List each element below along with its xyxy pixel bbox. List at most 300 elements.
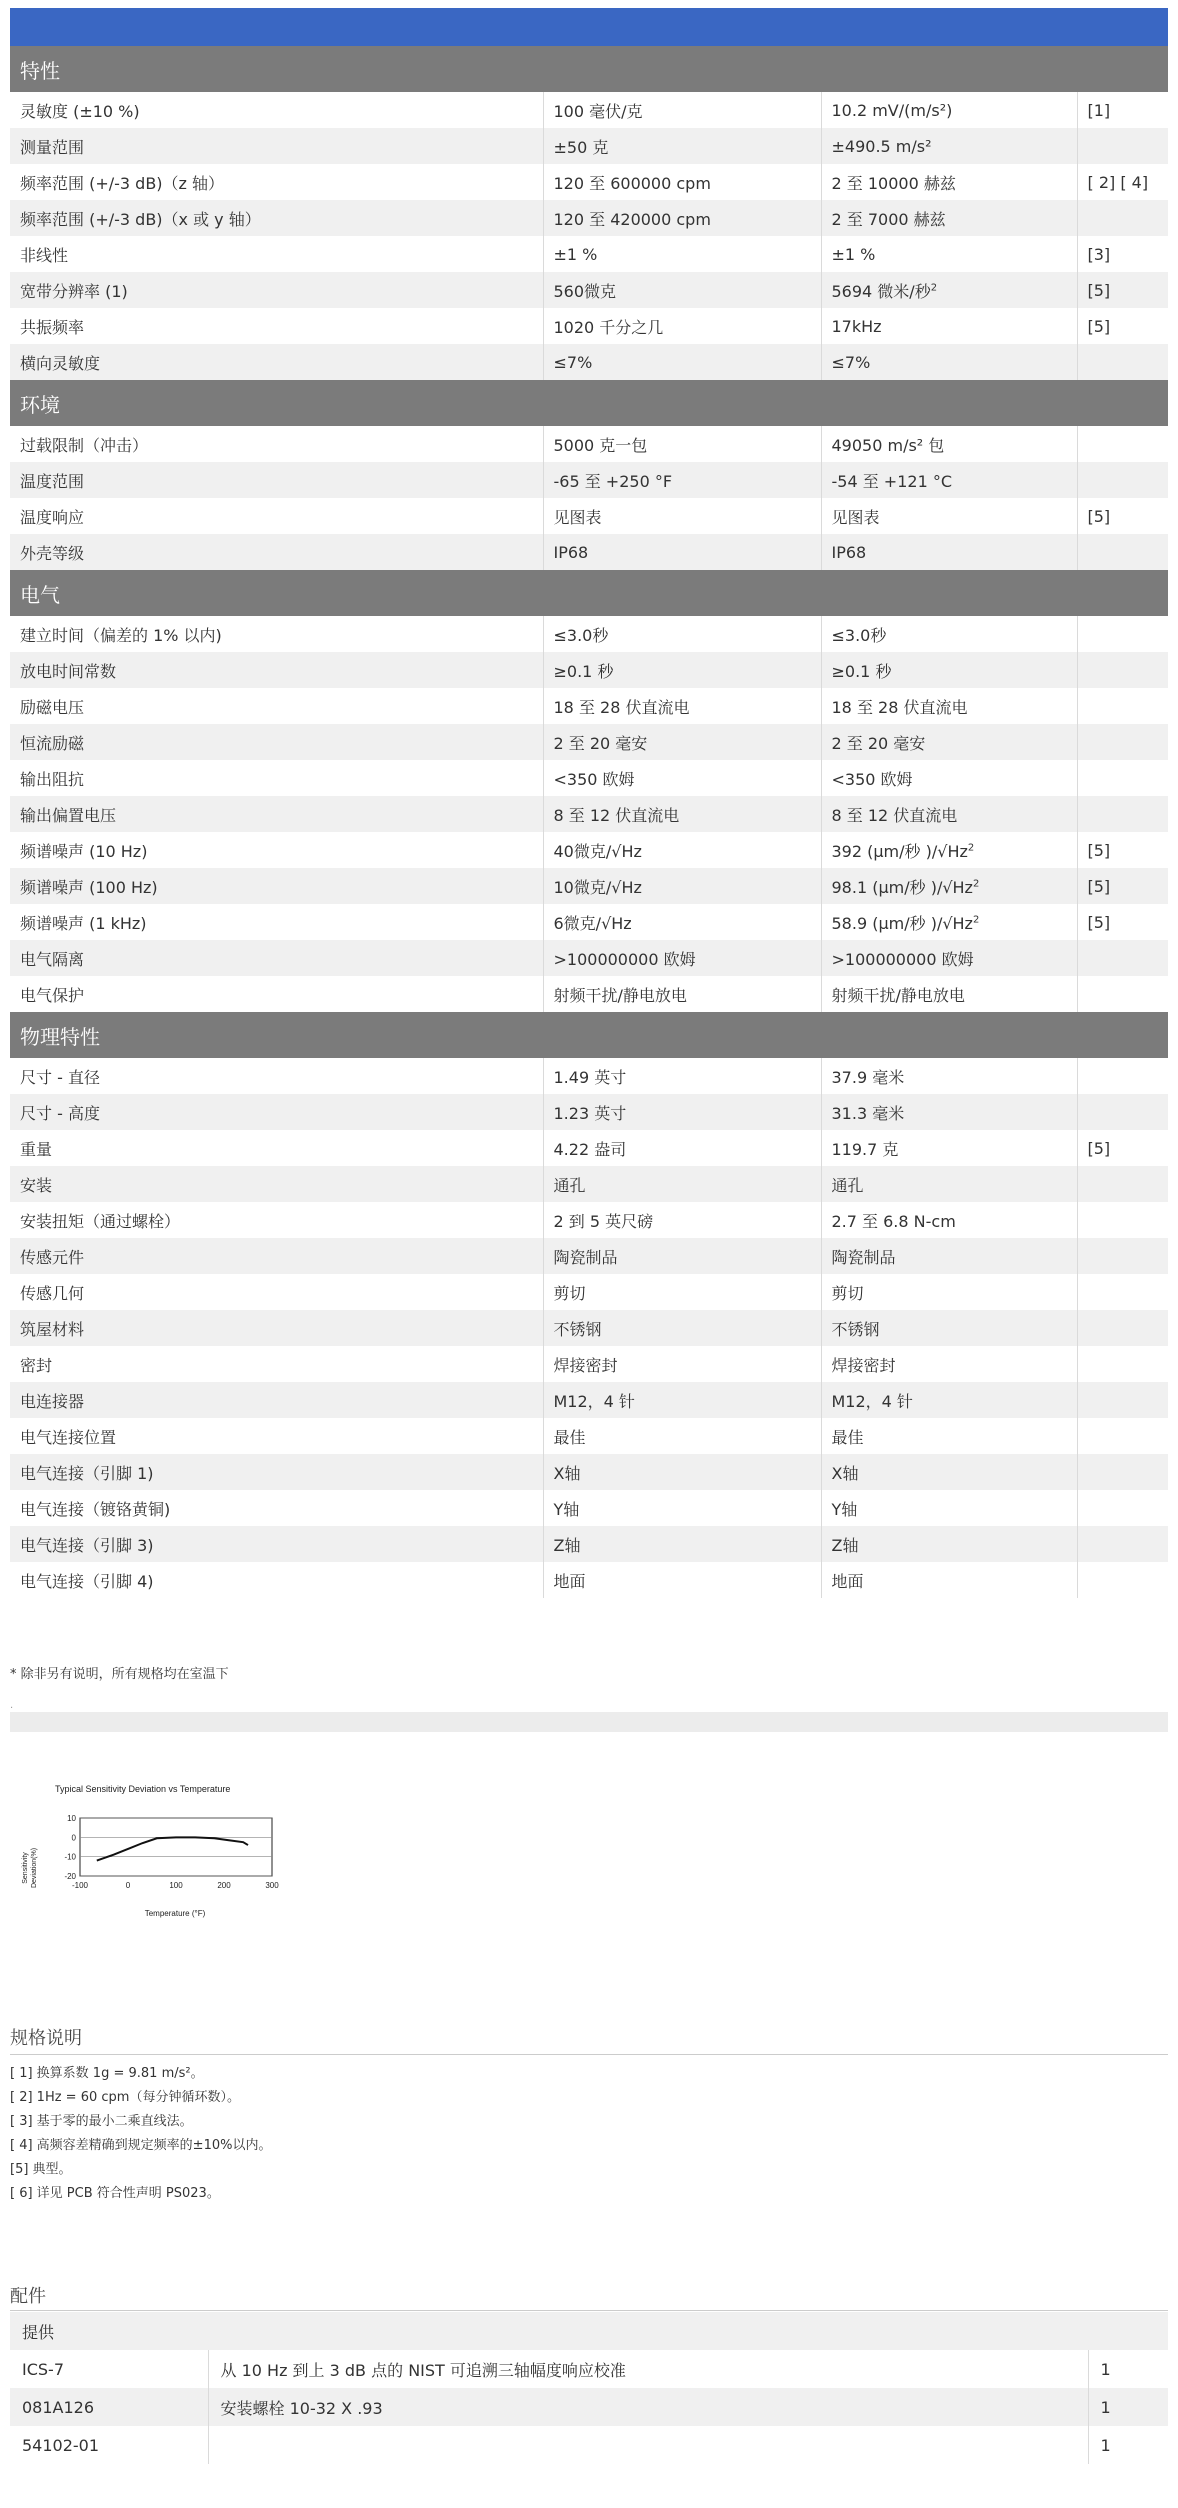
section-header [10,570,1168,616]
cell-text: 2 至 10000 赫兹 [831,173,956,193]
spec-row [10,462,1168,498]
cell-text: 横向灵敏度 [20,353,101,373]
spec-label [10,1130,543,1166]
spec-value-metric [821,236,1077,272]
chart-xtick-label: 100 [169,1881,183,1890]
spec-value-metric [821,796,1077,832]
spec-row [10,164,1168,200]
spec-note-ref [1077,724,1168,760]
cell-text: <350 欧姆 [831,769,913,789]
spec-note-ref [1077,272,1168,308]
spec-value-imperial [543,308,821,344]
spec-value-imperial [543,832,821,868]
spec-value-imperial [543,1166,821,1202]
spec-label [10,796,543,832]
spec-note-ref [1077,92,1168,128]
cell-text: 电气连接（引脚 3) [20,1535,154,1555]
superscript: 2 [972,914,980,926]
spec-value-imperial [543,128,821,164]
chart-ytick-label: 10 [67,1814,76,1823]
spec-value-metric [821,652,1077,688]
cell-text: [5] [1087,316,1111,336]
cell-text: 安装 [20,1175,53,1195]
spec-label [10,1166,543,1202]
spec-row [10,1490,1168,1526]
chart-xtick-label: -100 [71,1881,89,1890]
cell-text: M12，4 针 [553,1391,635,1411]
specnote-item: [ 4] 高频容差精确到规定频率的±10%以内。 [10,2138,272,2153]
cell-text: IP68 [553,542,589,562]
page [10,0,1168,2455]
spec-value-metric [821,1058,1077,1094]
spec-label [10,904,543,940]
cell-text: 尺寸 - 直径 [20,1067,100,1087]
spec-row [10,1274,1168,1310]
spec-label [10,1058,543,1094]
spec-row [10,616,1168,652]
spec-value-imperial [543,1418,821,1454]
cell-text: >100000000 欧姆 [553,949,696,969]
cell-text: [3] [1087,244,1111,264]
spec-value-metric [821,128,1077,164]
spec-label [10,1202,543,1238]
cell-text: 宽带分辨率 (1) [20,281,128,301]
spec-value-imperial [543,796,821,832]
spec-label [10,1346,543,1382]
spec-label [10,652,543,688]
spec-label [10,616,543,652]
spec-note-ref [1077,498,1168,534]
spec-note-ref [1077,1310,1168,1346]
cell-text: 392 (μm/秒 )/√Hz [831,841,968,861]
spec-value-metric [821,164,1077,200]
spec-value-metric [821,344,1077,380]
cell-text: 560微克 [553,281,617,301]
spec-row [10,940,1168,976]
cell-text: 陶瓷制品 [831,1247,896,1267]
spec-value-metric [821,616,1077,652]
cell-text: 1.23 英寸 [553,1103,627,1123]
cell-text: 10.2 mV/(m/s²) [831,100,953,120]
spec-label [10,1418,543,1454]
cell-text: [ 2] [ 4] [1087,172,1149,192]
chart-ytick-label: -20 [64,1872,76,1881]
cell-text: Y轴 [553,1499,580,1519]
accessory-description: 安装螺栓 10-32 X .93 [208,2388,1088,2426]
spec-row [10,832,1168,868]
superscript: 2 [930,282,938,294]
accessory-qty: 1 [1100,2435,1111,2455]
spec-note-ref [1077,1274,1168,1310]
section-header [10,380,1168,426]
spec-value-metric [821,832,1077,868]
spec-note-ref [1077,1130,1168,1166]
spec-label [10,724,543,760]
spec-label [10,236,543,272]
cell-text: 40微克/√Hz [553,841,642,861]
cell-text: 不锈钢 [831,1319,880,1339]
chart-ylabel-2: Deviation(%) [31,1847,38,1889]
spec-value-imperial [543,976,821,1012]
spec-row [10,1382,1168,1418]
section-title: 环境 [10,380,1168,426]
cell-text: IP68 [831,542,867,562]
spec-value-metric [821,1346,1077,1382]
spec-row [10,904,1168,940]
spec-value-metric [821,426,1077,462]
accessory-part: 081A126 [10,2388,208,2426]
spec-value-metric [821,272,1077,308]
spec-note-ref [1077,1418,1168,1454]
spec-value-imperial [543,1094,821,1130]
spec-note-ref [1077,1454,1168,1490]
cell-text: 1020 千分之几 [553,317,664,337]
cell-text: 地面 [553,1571,586,1591]
spec-note-ref [1077,426,1168,462]
cell-text: 安装扭矩（通过螺栓） [20,1211,181,1231]
cell-text: ±490.5 m/s² [831,136,932,156]
spec-note-ref [1077,200,1168,236]
spec-value-metric [821,462,1077,498]
cell-text: 见图表 [553,507,602,527]
spec-value-metric [821,1418,1077,1454]
cell-text: 8 至 12 伏直流电 [831,805,958,825]
sensitivity-chart [10,1780,310,1924]
spec-row [10,1454,1168,1490]
spec-value-imperial [543,272,821,308]
spec-note-ref [1077,832,1168,868]
spec-label [10,832,543,868]
spec-note-ref [1077,940,1168,976]
cell-text: 6微克/√Hz [553,913,632,933]
spec-label [10,1382,543,1418]
chart-ylabel-1: Sensitivity [22,1852,29,1884]
spec-row [10,344,1168,380]
spec-value-imperial [543,164,821,200]
cell-text: 18 至 28 伏直流电 [831,697,968,717]
section-title: 物理特性 [10,1012,1168,1058]
spec-row [10,688,1168,724]
spec-table [10,46,1168,1598]
spec-note-ref [1077,1490,1168,1526]
cell-text: [5] [1087,840,1111,860]
spec-value-imperial [543,868,821,904]
cell-text: 58.9 (μm/秒 )/√Hz [831,913,973,933]
spec-label [10,426,543,462]
spec-row [10,308,1168,344]
chart-series-line [97,1837,248,1860]
spec-label [10,128,543,164]
cell-text: 输出阻抗 [20,769,85,789]
cell-text: 灵敏度 (±10 %) [20,101,140,121]
cell-text: 119.7 克 [831,1139,899,1159]
cell-text: 98.1 (μm/秒 )/√Hz [831,877,973,897]
cell-text: [5] [1087,876,1111,896]
spec-note-ref [1077,1238,1168,1274]
footnote: * 除非另有说明，所有规格均在室温下 [10,1667,229,1682]
accessory-row [10,2350,1168,2388]
spec-value-metric [821,1166,1077,1202]
spec-label [10,308,543,344]
spec-note-ref [1077,344,1168,380]
spec-row [10,1130,1168,1166]
specnotes-title: 规格说明 [10,2028,82,2049]
accessories-title: 配件 [10,2286,46,2307]
spec-label [10,462,543,498]
spec-row [10,426,1168,462]
cell-text: 不锈钢 [553,1319,602,1339]
cell-text: 31.3 毫米 [831,1103,905,1123]
cell-text: 2 至 20 毫安 [831,733,926,753]
spec-value-imperial [543,1346,821,1382]
spec-label [10,1490,543,1526]
spec-note-ref [1077,796,1168,832]
cell-text: 陶瓷制品 [553,1247,618,1267]
spec-value-imperial [543,688,821,724]
spec-row [10,1562,1168,1598]
spec-label [10,498,543,534]
spec-row [10,976,1168,1012]
spec-value-imperial [543,1310,821,1346]
spec-label [10,688,543,724]
spec-label [10,272,543,308]
cell-text: 2 至 20 毫安 [553,733,648,753]
cell-text: 测量范围 [20,137,85,157]
spec-value-imperial [543,1490,821,1526]
accessory-description: 从 10 Hz 到上 3 dB 点的 NIST 可追溯三轴幅度响应校准 [208,2350,1088,2388]
spec-note-ref [1077,868,1168,904]
spec-value-metric [821,534,1077,570]
spec-value-imperial [543,1562,821,1598]
cell-text: ±1 % [553,244,598,264]
spec-value-metric [821,1526,1077,1562]
specnote-item: [ 2] 1Hz = 60 cpm（每分钟循环数）。 [10,2090,240,2105]
section-title: 特性 [10,46,1168,92]
cell-text: 输出偏置电压 [20,805,117,825]
cell-text: [1] [1087,100,1111,120]
accessory-qty: 1 [1088,2388,1168,2426]
cell-text: 焊接密封 [831,1355,896,1375]
spec-value-imperial [543,1382,821,1418]
spec-note-ref [1077,164,1168,200]
cell-text: ±50 克 [553,137,609,157]
cell-text: 地面 [831,1571,864,1591]
accessory-part: 54102-01 [10,2426,208,2464]
spec-value-imperial [543,940,821,976]
cell-text: 共振频率 [20,317,85,337]
spec-row [10,128,1168,164]
cell-text: [5] [1087,506,1111,526]
spec-note-ref [1077,308,1168,344]
chart-ytick-label: -10 [64,1852,76,1862]
spec-value-imperial [543,344,821,380]
spec-row [10,1526,1168,1562]
divider [10,2310,1168,2311]
cell-text: ≤3.0秒 [831,625,887,645]
chart-xlabel: Temperature (°F) [144,1909,206,1918]
spec-row [10,652,1168,688]
cell-text: 10微克/√Hz [553,877,642,897]
cell-text: [5] [1087,1138,1111,1158]
cell-text: ≤7% [553,352,593,372]
cell-text: 传感几何 [20,1283,85,1303]
spec-value-metric [821,976,1077,1012]
section-header [10,1012,1168,1058]
spec-value-imperial [543,534,821,570]
spec-value-imperial [543,462,821,498]
spec-value-imperial [543,1130,821,1166]
chart-ytick-label: 0 [71,1833,76,1843]
spec-row [10,1094,1168,1130]
spec-note-ref [1077,616,1168,652]
spec-label [10,940,543,976]
cell-text: 通孔 [553,1175,586,1195]
divider [10,2054,1168,2055]
spec-row [10,92,1168,128]
spec-value-metric [821,1274,1077,1310]
spec-note-ref [1077,1094,1168,1130]
spec-label [10,760,543,796]
spec-note-ref [1077,236,1168,272]
cell-text: 电气连接位置 [20,1427,117,1447]
dot-mark: . [10,1700,14,1711]
spec-value-imperial [543,92,821,128]
cell-text: 5694 微米/秒 [831,281,931,301]
spec-row [10,1058,1168,1094]
spec-row [10,1166,1168,1202]
cell-text: 通孔 [831,1175,864,1195]
cell-text: Y轴 [831,1499,858,1519]
spec-row [10,534,1168,570]
chart-title: Typical Sensitivity Deviation vs Temperature [55,1784,231,1794]
spec-note-ref [1077,652,1168,688]
cell-text: Z轴 [831,1535,859,1555]
section-title: 电气 [10,570,1168,616]
spec-label [10,200,543,236]
spec-value-imperial [543,760,821,796]
spec-value-metric [821,1238,1077,1274]
spec-value-metric [821,1094,1077,1130]
superscript: 2 [967,842,975,854]
accessory-part: ICS-7 [10,2350,208,2388]
specnotes-list [10,2062,271,2206]
cell-text: 4.22 盎司 [553,1139,627,1159]
cell-text: 电气隔离 [20,949,85,969]
cell-text: 频谱噪声 (100 Hz) [20,877,158,897]
spec-value-metric [821,1562,1077,1598]
spec-label [10,534,543,570]
spec-value-imperial [543,236,821,272]
spec-value-metric [821,92,1077,128]
cell-text: <350 欧姆 [553,769,635,789]
cell-text: 温度范围 [20,471,85,491]
cell-text: 外壳等级 [20,543,85,563]
spec-value-metric [821,1202,1077,1238]
spec-row [10,1310,1168,1346]
spec-note-ref [1077,462,1168,498]
accessories-table [10,2312,1168,2464]
cell-text: 2.7 至 6.8 N-cm [831,1211,956,1231]
cell-text: 电连接器 [20,1391,85,1411]
spec-row [10,796,1168,832]
cell-text: 传感元件 [20,1247,85,1267]
cell-text: Z轴 [553,1535,581,1555]
cell-text: 频谱噪声 (1 kHz) [20,913,147,933]
spec-note-ref [1077,534,1168,570]
spec-label [10,92,543,128]
cell-text: 非线性 [20,245,69,265]
cell-text: 最佳 [553,1427,586,1447]
spec-note-ref [1077,904,1168,940]
spec-label [10,344,543,380]
cell-text: 尺寸 - 高度 [20,1103,100,1123]
spec-note-ref [1077,760,1168,796]
chart-svg [10,1780,310,1920]
spec-note-ref [1077,688,1168,724]
cell-text: 温度响应 [20,507,85,527]
specnote-item: [ 6] 详见 PCB 符合性声明 PS023。 [10,2186,220,2201]
spec-value-metric [821,760,1077,796]
spec-label [10,1310,543,1346]
spec-value-imperial [543,1274,821,1310]
spec-value-imperial [543,724,821,760]
cell-text: 筑屋材料 [20,1319,85,1339]
spec-note-ref [1077,1346,1168,1382]
spec-value-imperial [543,904,821,940]
cell-text: 18 至 28 伏直流电 [553,697,690,717]
spec-row [10,868,1168,904]
cell-text: M12，4 针 [831,1391,913,1411]
spec-row [10,200,1168,236]
spec-value-metric [821,724,1077,760]
cell-text: 120 至 600000 cpm [553,173,711,193]
accessory-row [10,2426,1168,2464]
cell-text: 见图表 [831,507,880,527]
cell-text: [5] [1087,280,1111,300]
spec-label [10,1526,543,1562]
cell-text: 频率范围 (+/-3 dB)（x 或 y 轴） [20,209,261,229]
spec-label [10,1274,543,1310]
spec-value-imperial [543,1058,821,1094]
spec-row [10,1418,1168,1454]
spec-note-ref [1077,1166,1168,1202]
spec-row [10,236,1168,272]
cell-text: 频率范围 (+/-3 dB)（z 轴） [20,173,225,193]
spec-value-imperial [543,652,821,688]
cell-text: X轴 [553,1463,581,1483]
cell-text: 2 至 7000 赫兹 [831,209,946,229]
spec-label [10,1562,543,1598]
cell-text: ≥0.1 秒 [553,661,614,681]
chart-xtick-label: 200 [217,1881,231,1890]
spec-label [10,1238,543,1274]
spec-value-metric [821,1490,1077,1526]
spec-value-imperial [543,1202,821,1238]
cell-text: 37.9 毫米 [831,1067,905,1087]
chart-frame [80,1818,272,1876]
spec-value-imperial [543,1526,821,1562]
spec-value-metric [821,868,1077,904]
spec-value-imperial [543,616,821,652]
specnote-item: [5] 典型。 [10,2162,72,2177]
accessories-header-row [10,2312,1168,2350]
spec-value-imperial [543,498,821,534]
spec-value-imperial [543,1238,821,1274]
cell-text: 电气连接（引脚 4) [20,1571,154,1591]
cell-text: X轴 [831,1463,859,1483]
spec-value-metric [821,940,1077,976]
cell-text: 恒流励磁 [20,733,85,753]
